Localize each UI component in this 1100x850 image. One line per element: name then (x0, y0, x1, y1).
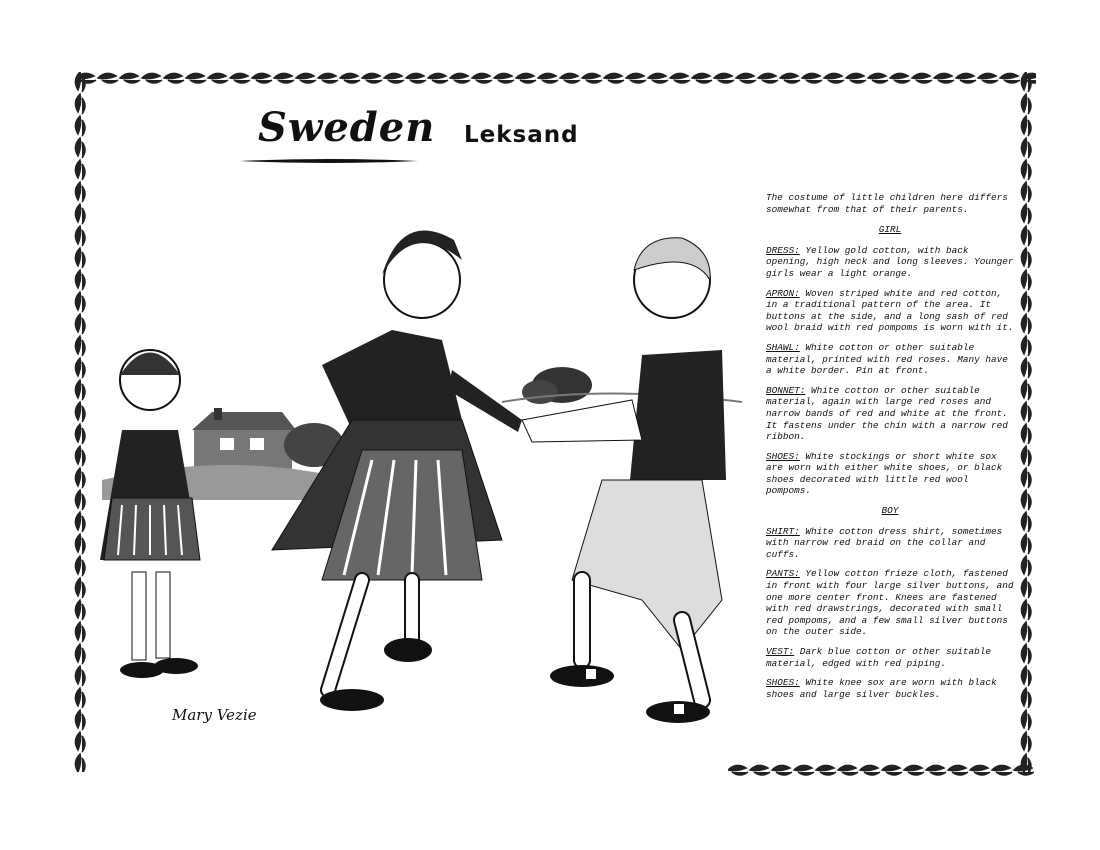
border-leaf (802, 73, 822, 83)
border-leaf (1021, 204, 1031, 224)
border-leaf (890, 73, 910, 83)
little-girl-figure (100, 350, 200, 678)
border-leaf (1021, 160, 1031, 180)
item-term: PANTS: (766, 568, 800, 580)
border-leaf (560, 73, 580, 83)
border-leaf (362, 73, 382, 83)
border-leaf (772, 765, 792, 775)
border-leaf (736, 73, 756, 83)
border-leaf (1021, 622, 1031, 642)
item-term: BONNET: (766, 384, 806, 396)
border-leaf (860, 765, 880, 775)
border-leaf (472, 73, 492, 83)
border-leaf (1021, 600, 1031, 620)
border-leaf (75, 94, 85, 114)
border-leaf (1021, 666, 1031, 686)
border-leaf (296, 73, 316, 83)
item-term: SHIRT: (766, 525, 800, 537)
border-leaf (758, 73, 778, 83)
title-block (240, 102, 600, 172)
title-underline (240, 158, 418, 164)
boy-shirt-item (766, 526, 1014, 561)
item-term: APRON: (766, 287, 800, 299)
border-leaf (816, 765, 836, 775)
item-term: SHAWL: (766, 341, 800, 353)
item-text: Yellow cotton frieze cloth, fastened in front with four large silver buttons, and one more center front. Knees are fastened with red drawstrings, decorated with small red pompoms, and a few small silver buttons on the outer side. (766, 568, 1014, 638)
border-leaf (956, 73, 976, 83)
border-leaf (1021, 138, 1031, 158)
border-leaf (1021, 446, 1031, 466)
border-leaf (1021, 578, 1031, 598)
item-text: White stockings or short white sox are worn with either white shoes, or black shoes decorated with little red wool pompoms. (766, 450, 1003, 497)
border-leaf (626, 73, 646, 83)
border-leaf (1021, 710, 1031, 730)
girl-bonnet-item (766, 385, 1014, 443)
border-leaf (904, 765, 924, 775)
decorative-border-bottom (728, 762, 1034, 778)
border-leaf (794, 765, 814, 775)
border-leaf (1021, 424, 1031, 444)
border-leaf (1021, 116, 1031, 136)
border-leaf (846, 73, 866, 83)
border-leaf (1021, 402, 1031, 422)
border-leaf (164, 73, 184, 83)
border-leaf (75, 754, 85, 772)
border-leaf (1000, 73, 1020, 83)
border-leaf (948, 765, 968, 775)
border-leaf (970, 765, 990, 775)
border-leaf (1021, 512, 1031, 532)
border-leaf (252, 73, 272, 83)
boy-heading: BOY (881, 505, 899, 517)
item-text: White knee sox are worn with black shoes and large silver buckles. (766, 677, 997, 700)
border-leaf (98, 73, 118, 83)
girl-apron-item (766, 288, 1014, 334)
boy-pants-item (766, 568, 1014, 638)
border-leaf (868, 73, 888, 83)
item-term: SHOES: (766, 677, 800, 689)
border-leaf (318, 73, 338, 83)
border-leaf (1021, 182, 1031, 202)
border-leaf (120, 73, 140, 83)
border-leaf (384, 73, 404, 83)
item-text: Yellow gold cotton, with back opening, high neck and long sleeves. Younger girls wear a light orange. (766, 244, 1014, 279)
border-leaf (340, 73, 360, 83)
border-leaf (1021, 72, 1031, 92)
girl-heading: GIRL (878, 224, 902, 236)
border-leaf (912, 73, 932, 83)
item-text: Woven striped white and red cotton, in a traditional pattern of the area. It buttons at the side, and a long sash of red wool braid with red pompoms is worn with it. (766, 287, 1014, 334)
decorative-border-right (1018, 72, 1034, 772)
border-leaf (604, 73, 624, 83)
border-leaf (838, 765, 858, 775)
border-leaf (1014, 765, 1034, 775)
item-text: White cotton or other suitable material, again with large red roses and narrow bands of red and white at the front. It fastens under the chin with a narrow red ribbon. (766, 384, 1008, 443)
border-leaf (1021, 732, 1031, 752)
border-leaf (714, 73, 734, 83)
border-leaf (1021, 468, 1031, 488)
costume-description (766, 192, 1014, 708)
dancing-girl-figure (272, 231, 522, 711)
girl-shoes-item (766, 451, 1014, 497)
border-leaf (992, 765, 1012, 775)
border-leaf (538, 73, 558, 83)
boy-figure (522, 238, 726, 723)
children-illustration (82, 180, 742, 740)
border-leaf (1021, 94, 1031, 114)
boy-vest-item (766, 646, 1014, 669)
item-text: White cotton or other suitable material, printed with red roses. Many have a white border. Pin at front. (766, 341, 1008, 377)
border-leaf (516, 73, 536, 83)
girl-shawl-item (766, 342, 1014, 377)
border-leaf (1021, 314, 1031, 334)
artist-signature: Mary Vezie (172, 706, 257, 724)
border-leaf (978, 73, 998, 83)
border-leaf (780, 73, 800, 83)
border-leaf (1021, 336, 1031, 356)
place-subtitle: Leksand (464, 122, 579, 148)
border-leaf (882, 765, 902, 775)
border-leaf (1021, 358, 1031, 378)
page-title: Sweden (258, 104, 436, 151)
border-leaf (750, 765, 770, 775)
border-leaf (75, 116, 85, 136)
border-leaf (406, 73, 426, 83)
border-leaf (692, 73, 712, 83)
decorative-border-top (76, 70, 1036, 86)
border-leaf (1021, 292, 1031, 312)
border-leaf (428, 73, 448, 83)
border-leaf (274, 73, 294, 83)
border-leaf (1021, 270, 1031, 290)
border-leaf (75, 72, 85, 92)
item-term: VEST: (766, 646, 795, 657)
border-leaf (186, 73, 206, 83)
border-leaf (1021, 556, 1031, 576)
border-leaf (670, 73, 690, 83)
border-leaf (494, 73, 514, 83)
border-leaf (728, 765, 748, 775)
border-leaf (208, 73, 228, 83)
item-term: SHOES: (766, 450, 800, 462)
border-leaf (75, 160, 85, 180)
border-leaf (450, 73, 470, 83)
border-leaf (1021, 380, 1031, 400)
intro-text: The costume of little children here differs somewhat from that of their parents. (766, 192, 1008, 215)
girl-dress-item (766, 245, 1014, 280)
boy-shoes-item (766, 677, 1014, 700)
border-leaf (1021, 644, 1031, 664)
item-term: DRESS: (766, 244, 800, 256)
border-leaf (75, 138, 85, 158)
border-leaf (1021, 490, 1031, 510)
border-leaf (582, 73, 602, 83)
item-text: Dark blue cotton or other suitable material, edged with red piping. (766, 646, 992, 669)
border-leaf (230, 73, 250, 83)
border-leaf (934, 73, 954, 83)
border-leaf (648, 73, 668, 83)
item-text: White cotton dress shirt, sometimes with narrow red braid on the collar and cuffs. (766, 525, 1003, 560)
border-leaf (142, 73, 162, 83)
border-leaf (1021, 248, 1031, 268)
border-leaf (1021, 534, 1031, 554)
border-leaf (1021, 688, 1031, 708)
border-leaf (1021, 226, 1031, 246)
border-leaf (824, 73, 844, 83)
border-leaf (926, 765, 946, 775)
